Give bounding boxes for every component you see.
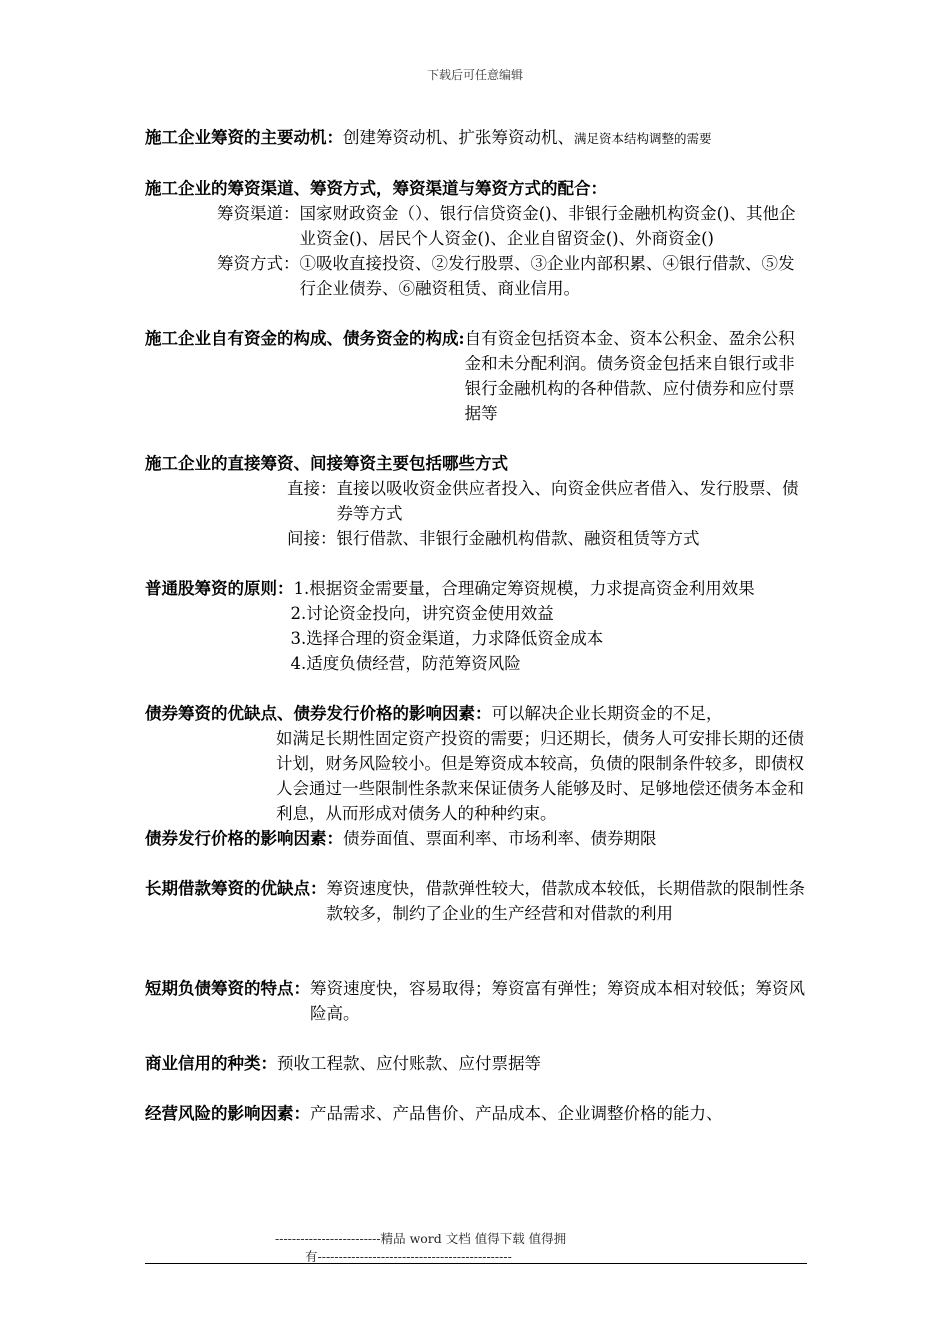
section-financing-channels <box>145 176 810 301</box>
page-footer <box>145 1230 807 1266</box>
section-title: 债券筹资的优缺点、债券发行价格的影响因素： <box>145 704 492 723</box>
section-text-rest: 如满足长期性固定资产投资的需要；归还期长，债务人可安排长期的还债计划，财务风险较小。但是筹资成本较高，负债的限制条件较多，即债权人会通过一些限制性条款来保证债务人能够及时、足够地偿还债务本金和利息，从而形成对债务人的种种约束。 <box>276 729 804 823</box>
direct-text: 直接以吸收资金供应者投入、向资金供应者借入、发行股票、债券等方式 <box>336 479 799 523</box>
section-operating-risk <box>145 1101 810 1126</box>
section-title: 债券发行价格的影响因素： <box>145 829 343 848</box>
section-text: 债券面值、票面利率、市场利率、债券期限 <box>343 829 657 848</box>
section-text: 产品需求、产品售价、产品成本、企业调整价格的能力、 <box>310 1104 723 1123</box>
section-title: 普通股筹资的原则： <box>145 579 294 598</box>
section-title: 施工企业的直接筹资、间接筹资主要包括哪些方式 <box>145 454 508 473</box>
list-item: 2.讨论资金投向，讲究资金使用效益 <box>290 604 554 623</box>
indirect-label: 间接： <box>287 529 337 548</box>
section-capital-composition <box>145 326 810 426</box>
list-item: 1.根据资金需要量，合理确定筹资规模，力求提高资金利用效果 <box>293 579 755 598</box>
methods-label: 筹资方式： <box>217 254 300 273</box>
page-header: 下载后可任意编辑 <box>426 68 523 82</box>
section-bond-pros-cons <box>145 701 810 826</box>
footer-rule <box>145 1263 807 1264</box>
section-text-first: 可以解决企业长期资金的不足， <box>491 704 723 723</box>
direct-row <box>145 476 810 526</box>
section-financing-motives <box>145 125 810 151</box>
section-text: 创建筹资动机、扩张筹资动机、满足资本结构调整的需要 <box>343 128 712 147</box>
document-body <box>145 125 810 1126</box>
section-long-term-loans <box>145 876 810 926</box>
principles-list <box>290 576 811 676</box>
section-text: 筹资速度快，容易取得；筹资富有弹性；筹资成本相对较低；筹资风险高。 <box>310 979 805 1023</box>
section-text: 筹资速度快，借款弹性较大，借款成本较低，长期借款的限制性条款较多，制约了企业的生产经营和对借款的利用 <box>326 879 805 923</box>
list-item: 4.适度负债经营，防范筹资风险 <box>290 654 521 673</box>
direct-label: 直接： <box>287 479 337 498</box>
section-bond-price-factors <box>145 826 810 851</box>
channels-text: 国家财政资金（）、银行信贷资金()、非银行金融机构资金()、其他企业资金()、居民个人资金()、企业自留资金()、外商资金() <box>299 204 796 248</box>
indirect-row <box>145 526 810 551</box>
list-item: 3.选择合理的资金渠道，力求降低资金成本 <box>290 629 604 648</box>
section-stock-principles <box>145 576 810 676</box>
section-direct-indirect <box>145 451 810 551</box>
section-title: 商业信用的种类： <box>145 1054 277 1073</box>
section-title: 经营风险的影响因素： <box>145 1104 310 1123</box>
footer-line-2: 有---------------------------------------------- <box>305 1249 512 1264</box>
section-commercial-credit <box>145 1051 810 1076</box>
section-title: 短期负债筹资的特点： <box>145 979 310 998</box>
section-title: 长期借款筹资的优缺点： <box>145 879 327 898</box>
section-title: 施工企业的筹资渠道、筹资方式，筹资渠道与筹资方式的配合： <box>145 179 607 198</box>
section-title: 施工企业自有资金的构成、债务资金的构成: <box>145 329 465 348</box>
channels-label: 筹资渠道： <box>217 204 300 223</box>
section-text: 自有资金包括资本金、资本公积金、盈余公积金和未分配利润。债务资金包括来自银行或非银行金融机构的各种借款、应付债券和应付票据等 <box>464 329 795 423</box>
methods-row <box>145 251 810 301</box>
section-text: 预收工程款、应付账款、应付票据等 <box>277 1054 541 1073</box>
methods-text: ①吸收直接投资、②发行股票、③企业内部积累、④银行借款、⑤发行企业债券、⑥融资租赁、商业信用。 <box>299 254 795 298</box>
footer-line-1: -------------------------精品 word 文档 值得下载 值得拥 <box>275 1231 567 1246</box>
indirect-text: 银行借款、非银行金融机构借款、融资租赁等方式 <box>336 529 700 548</box>
section-short-term-debt <box>145 976 810 1026</box>
channels-row <box>145 201 810 251</box>
section-title: 施工企业筹资的主要动机： <box>145 128 343 147</box>
